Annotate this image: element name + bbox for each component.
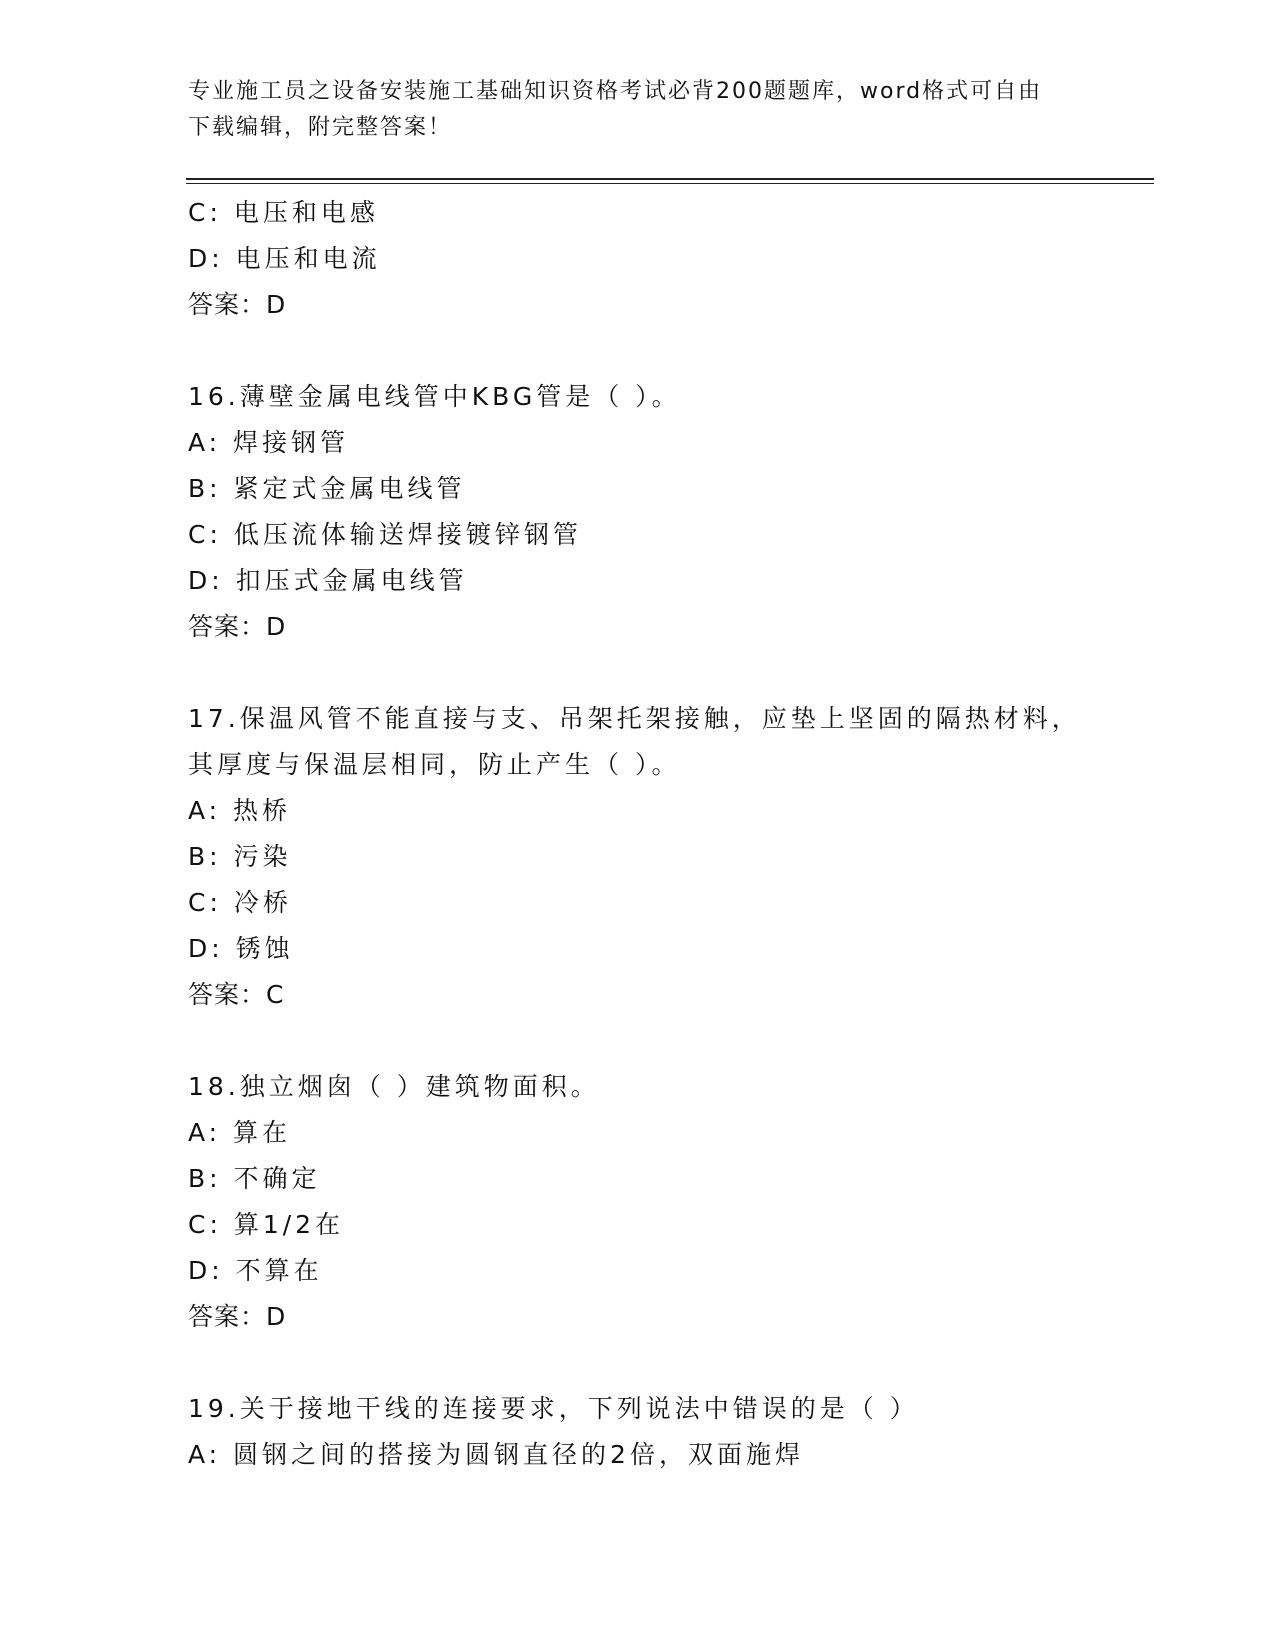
answer: 答案：D (188, 1302, 287, 1331)
question-15-continuation (188, 190, 1088, 328)
option-d: D: 锈蚀 (188, 934, 294, 963)
option-a: A: 焊接钢管 (188, 428, 350, 457)
question-19 (188, 1386, 1088, 1478)
option-c: C: 低压流体输送焊接镀锌钢管 (188, 520, 582, 549)
option-c: C: 算1/2在 (188, 1210, 345, 1239)
question-16 (188, 374, 1088, 650)
question-18 (188, 1064, 1088, 1340)
option-a: A: 热桥 (188, 796, 292, 825)
question-17 (188, 696, 1088, 1018)
option-d: D: 不算在 (188, 1256, 323, 1285)
option-d: D: 电压和电流 (188, 244, 381, 273)
option-b: B: 紧定式金属电线管 (188, 474, 466, 503)
question-stem: 19.关于接地干线的连接要求，下列说法中错误的是（ ） (188, 1394, 919, 1423)
question-stem: 16.薄壁金属电线管中KBG管是（ ）。 (188, 382, 681, 411)
answer: 答案：D (188, 290, 287, 319)
question-stem: 17.保温风管不能直接与支、吊架托架接触，应垫上坚固的隔热材料， (188, 704, 1081, 733)
spacer (188, 1340, 1088, 1386)
header-rule-thick (186, 178, 1154, 180)
option-b: B: 污染 (188, 842, 292, 871)
question-list (188, 190, 1088, 1478)
document-header (188, 74, 1068, 146)
option-c: C: 冷桥 (188, 888, 292, 917)
answer: 答案：D (188, 612, 287, 641)
option-b: B: 不确定 (188, 1164, 321, 1193)
option-a: A: 算在 (188, 1118, 292, 1147)
question-stem-continued: 其厚度与保温层相同，防止产生（ ）。 (188, 750, 681, 779)
option-d: D: 扣压式金属电线管 (188, 566, 468, 595)
option-c: C: 电压和电感 (188, 198, 379, 227)
header-rule-thin (186, 183, 1154, 184)
spacer (188, 328, 1088, 374)
spacer (188, 1018, 1088, 1064)
question-stem: 18.独立烟囱（ ）建筑物面积。 (188, 1072, 600, 1101)
spacer (188, 650, 1088, 696)
header-line-1: 专业施工员之设备安装施工基础知识资格考试必背200题题库，word格式可自由 (188, 79, 1043, 104)
answer: 答案：C (188, 980, 285, 1009)
header-line-2: 下载编辑，附完整答案！ (188, 115, 453, 140)
option-a: A: 圆钢之间的搭接为圆钢直径的2倍，双面施焊 (188, 1440, 804, 1469)
